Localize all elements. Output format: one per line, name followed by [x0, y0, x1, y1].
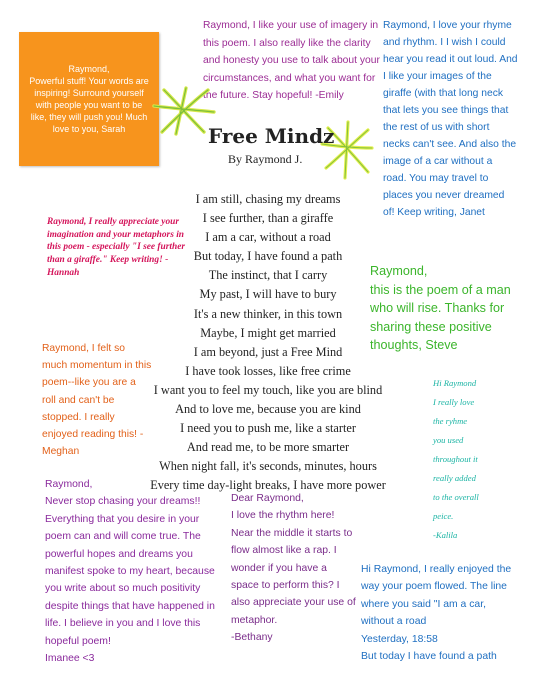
anonymous-comment[interactable]: Hi Raymond, I really enjoyed the way your poem flowed. The line where you said "I am a car, without a road Yesterday, 18:58 But today I have found a path: [361, 564, 512, 663]
poem-line: Maybe, I might get married: [200, 325, 336, 340]
poem-line: I am beyond, just a Free Mind: [193, 344, 343, 359]
poem-line: The instinct, that I carry: [208, 268, 328, 283]
poem-line: And read me, to be more smarter: [186, 440, 350, 455]
sarah-comment-text: Raymond, Powerful stuff! Your words are inspiring! Surround yourself with people you want to be like, they will push you! Much love to you, Sarah: [29, 64, 149, 134]
emily-comment[interactable]: Raymond, I like your use of imagery in this poem. I also really like the clarity and honesty you use to talk about your circumstances, and what you want for the future. Stay hopeful! -Emily: [203, 20, 380, 101]
poem-line: I see further, than a giraffe: [202, 211, 334, 226]
poem-line: I am a car, without a road: [205, 230, 331, 245]
janet-comment[interactable]: Raymond, I love your rhyme and rhythm. I I wish I could hear you read it out loud. And I like your images of the giraffe (with that long neck that lets you see things that the rest of us with short necks can't see. And also the image of a car without a road. You may travel to places you never dreamed of! Keep writing, Janet: [383, 20, 518, 218]
poem-line: My past, I will have to bury: [199, 287, 337, 302]
poem-line: I am still, chasing my dreams: [195, 192, 341, 206]
poem-line: I want you to feel my touch, like you are blind: [153, 382, 383, 397]
bethany-comment[interactable]: Dear Raymond, I love the rhythm here! Near the middle it starts to flow almost like a rap. I wonder if you have a space to perform this? I also appreciate your use of metaphor. -Bethany: [231, 493, 356, 644]
steve-comment[interactable]: Raymond, this is the poem of a man who will rise. Thanks for sharing these positive thoughts, Steve: [370, 264, 511, 352]
sticky-note-sarah[interactable]: [19, 32, 159, 166]
poem-line: Every time day-light breaks, I have more power: [150, 478, 386, 493]
imanee-comment[interactable]: Raymond, Never stop chasing your dreams!! Everything that you desire in your poem can and will come true. The powerful hopes and dreams you manifest spoke to my heart, because you write about so much positivity despite things that have happened in life. I believe in you and I love this hopeful poem! Imanee <3: [45, 479, 215, 665]
poem-title: Free Mindz: [208, 124, 335, 148]
poem-line: And to love me, because you are kind: [175, 402, 361, 417]
poem-line: I need you to push me, like a starter: [180, 421, 356, 436]
poem-line: I have took losses, like free crime: [185, 363, 351, 378]
poem-line: But today, I have found a path: [193, 249, 343, 264]
poem-line: It's a new thinker, in this town: [193, 306, 343, 321]
meghan-comment[interactable]: Raymond, I felt so much momentum in this poem--like you are a roll and can't be stopped. I really enjoyed reading this! - Meghan: [42, 343, 152, 458]
poem-line: When night fall, it's seconds, minutes, hours: [159, 459, 377, 474]
kalila-comment[interactable]: Hi Raymond I really love the ryhme you used throughout it really added to the overall peice. -Kalila: [433, 378, 479, 540]
hannah-comment[interactable]: Raymond, I really appreciate your imagination and your metaphors in this poem - especially "I see further than a giraffe." Keep writing! - Hannah: [47, 217, 186, 278]
poem-byline: By Raymond J.: [228, 152, 303, 166]
